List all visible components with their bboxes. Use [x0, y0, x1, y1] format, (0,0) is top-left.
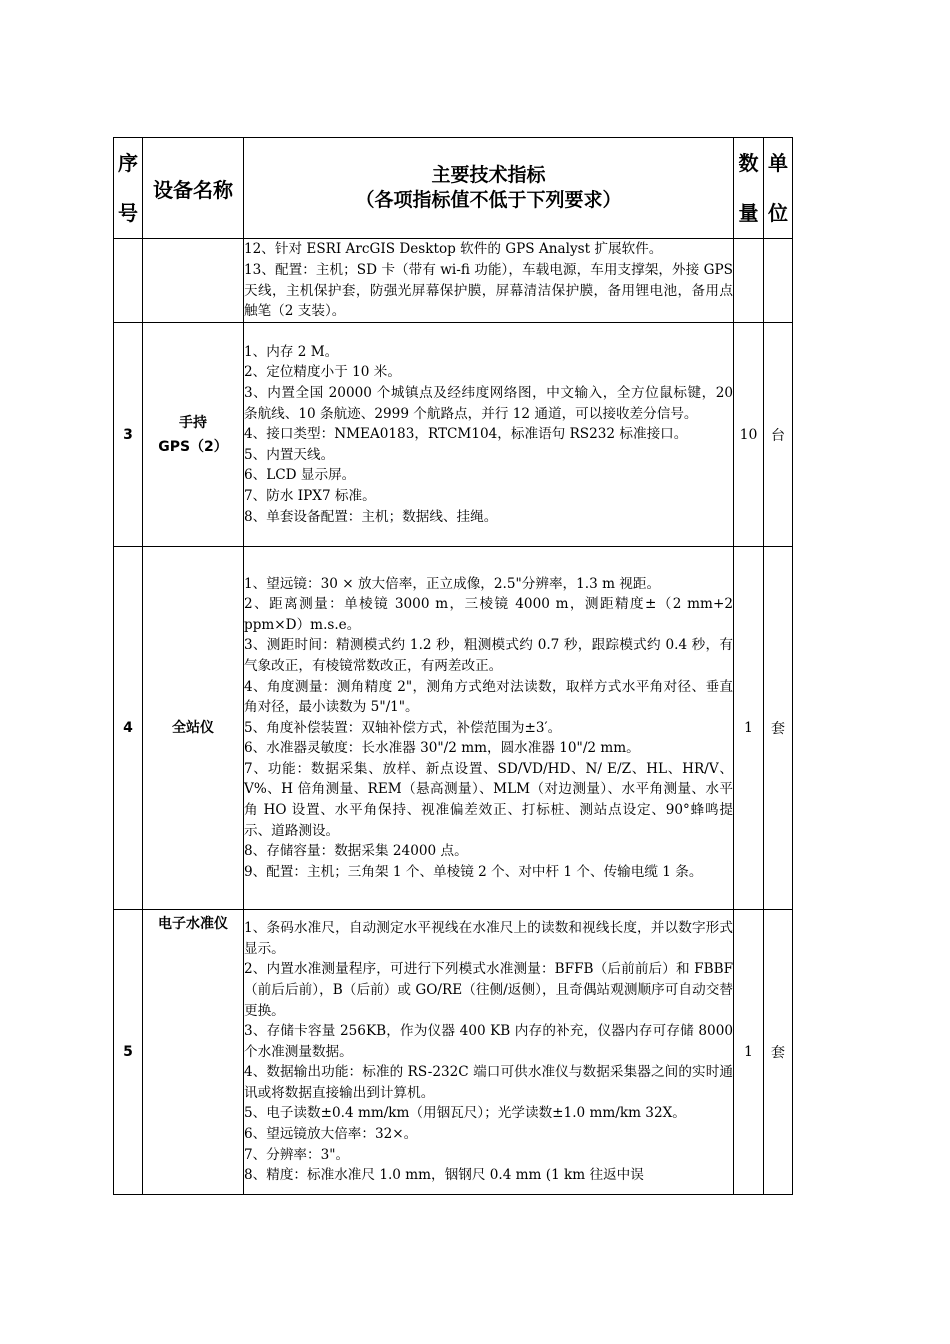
spec-item: 7、功能：数据采集、放样、新点设置、SD/VD/HD、N/ E/Z、HL、HR/V、V%、H 倍角测量、REM（悬高测量）、MLM（对边测量）、水平角测量、水平角 HO 设置、水平角保持、视准偏差效正、打标桩、测站点设定、90°蜂鸣提示、道路测设。 [244, 760, 733, 839]
row-unit: 套 [764, 910, 793, 1195]
row-seq: 3 [114, 323, 143, 547]
row-qty: 1 [734, 910, 764, 1195]
table-row [114, 239, 793, 323]
row-unit [764, 239, 793, 323]
spec-item: 7、防水 IPX7 标准。 [244, 487, 376, 504]
spec-item: 4、数据输出功能：标准的 RS-232C 端口可供水准仪与数据采集器之间的实时通讯或将数据直接输出到计算机。 [244, 1064, 733, 1101]
spec-item: 5、角度补偿装置：双轴补偿方式，补偿范围为±3′。 [244, 719, 562, 736]
row-equipment-name [143, 910, 244, 1195]
row-specs [244, 239, 734, 323]
spec-item: 8、精度：标准水准尺 1.0 mm，铟钢尺 0.4 mm (1 km 往返中误 [244, 1167, 644, 1184]
spec-item: 2、定位精度小于 10 米。 [244, 364, 401, 381]
row-equipment-name [143, 239, 244, 323]
spec-item: 6、LCD 显示屏。 [244, 467, 356, 484]
equipment-name-line: 全站仪 [172, 720, 214, 736]
row-seq: 5 [114, 910, 143, 1195]
row-qty: 10 [734, 323, 764, 547]
equipment-name-line: GPS（2） [158, 438, 228, 455]
row-specs [244, 547, 734, 910]
row-seq [114, 239, 143, 323]
spec-item: 7、分辨率：3"。 [244, 1146, 350, 1163]
spec-item: 13、配置：主机；SD 卡（带有 wi-fi 功能），车载电源，车用支撑架，外接 GPS 天线，主机保护套，防强光屏幕保护膜，屏幕清洁保护膜，备用锂电池，备用点触笔（2 支装）。 [244, 261, 733, 320]
spec-item: 9、配置：主机；三角架 1 个、单棱镜 2 个、对中杆 1 个、传输电缆 1 条。 [244, 863, 703, 880]
row-unit: 套 [764, 547, 793, 910]
spec-item: 4、接口类型：NMEA0183，RTCM104，标准语句 RS232 标准接口。 [244, 426, 688, 443]
table-row [114, 323, 793, 547]
row-unit: 台 [764, 323, 793, 547]
spec-item: 1、条码水准尺，自动测定水平视线在水准尺上的读数和视线长度，并以数字形式显示。 [244, 920, 733, 957]
spec-item: 5、电子读数±0.4 mm/km（用铟瓦尺）；光学读数±1.0 mm/km 32X。 [244, 1105, 686, 1122]
spec-item: 8、存储容量：数据采集 24000 点。 [244, 843, 468, 860]
spec-item: 2、距离测量：单棱镜 3000 m，三棱镜 4000 m，测距精度±（2 mm+2 ppm×D）m.s.e。 [244, 596, 733, 633]
row-specs [244, 910, 734, 1195]
equipment-name-line: 手持 [179, 414, 207, 431]
spec-item: 4、角度测量：测角精度 2"，测角方式绝对法读数，取样方式水平角对径、垂直角对径，最小读数为 5"/1"。 [244, 678, 733, 716]
header-spec-subtitle: （各项指标值不低于下列要求） [355, 189, 622, 211]
row-equipment-name [143, 547, 244, 910]
spec-item: 3、存储卡容量 256KB，作为仪器 400 KB 内存的补充，仪器内存可存储 8000 个水准测量数据。 [244, 1023, 733, 1060]
header-qty: 数 量 [734, 138, 764, 239]
spec-item: 3、测距时间：精测模式约 1.2 秒，粗测模式约 0.7 秒，跟踪模式约 0.4 秒，有气象改正，有棱镜常数改正，有两差改正。 [244, 637, 733, 674]
header-name: 设备名称 [143, 138, 244, 239]
spec-item: 6、望远镜放大倍率：32×。 [244, 1126, 418, 1143]
row-seq: 4 [114, 547, 143, 910]
row-equipment-name [143, 323, 244, 547]
header-row [114, 138, 793, 239]
table-row [114, 910, 793, 1195]
spec-item: 2、内置水准测量程序，可进行下列模式水准测量：BFFB（后前前后）和 FBBF（前后后前），B（后前）或 GO/RE（往侧/返侧），且奇偶站观测顺序可自动交替更换。 [244, 961, 733, 1019]
spec-item: 6、水准器灵敏度：长水准器 30"/2 mm，圆水准器 10"/2 mm。 [244, 740, 640, 757]
header-unit: 单 位 [764, 138, 793, 239]
spec-item: 8、单套设备配置：主机；数据线、挂绳。 [244, 508, 498, 525]
header-spec-title: 主要技术指标 [431, 164, 546, 186]
header-spec [244, 138, 734, 239]
row-qty: 1 [734, 547, 764, 910]
table-row [114, 547, 793, 910]
row-qty [734, 239, 764, 323]
spec-item: 1、内存 2 M。 [244, 343, 339, 360]
equipment-name-line: 电子水准仪 [158, 916, 228, 932]
spec-item: 12、针对 ESRI ArcGIS Desktop 软件的 GPS Analyst 扩展软件。 [244, 241, 663, 258]
spec-item: 1、望远镜：30 × 放大倍率，正立成像，2.5"分辨率，1.3 m 视距。 [244, 575, 661, 592]
spec-item: 5、内置天线。 [244, 446, 335, 463]
equipment-spec-table [113, 137, 793, 1195]
row-specs [244, 323, 734, 547]
spec-item: 3、内置全国 20000 个城镇点及经纬度网络图，中文输入，全方位鼠标键，20 条航线、10 条航迹、2999 个航路点，并行 12 通道，可以接收差分信号。 [244, 385, 733, 422]
header-seq: 序 号 [114, 138, 143, 239]
